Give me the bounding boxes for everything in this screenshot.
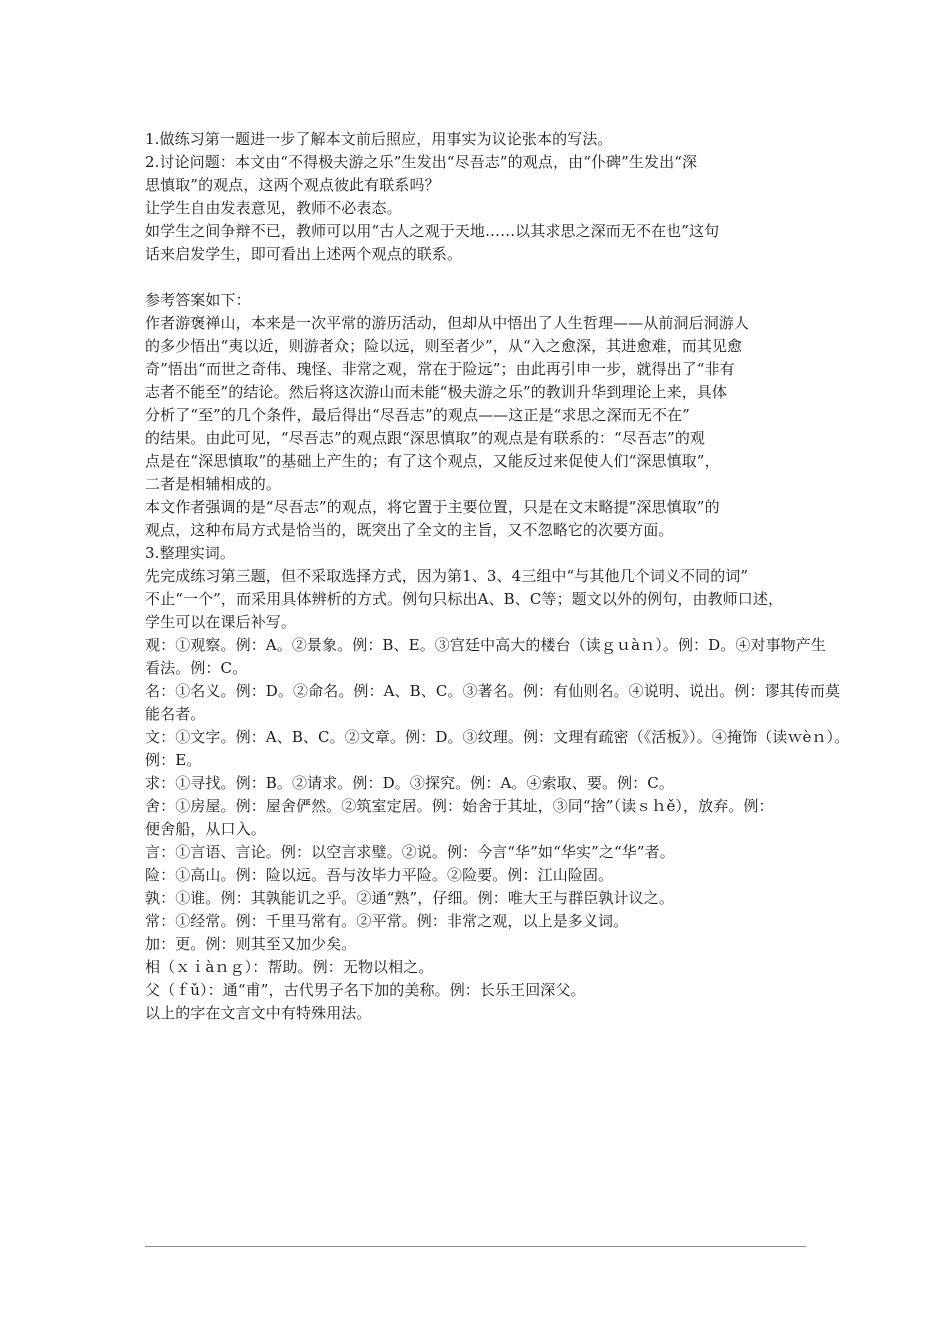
text-line: 孰：①谁。例：其孰能讥之乎。②通“熟”，仔细。例：唯大王与群臣孰计议之。 — [145, 889, 674, 907]
text-line: 学生可以在课后补写。 — [145, 613, 297, 631]
text-line: 能名者。 — [145, 705, 206, 723]
text-line: 父（ｆǔ）：通“甫”，古代男子名下加的美称。例：长乐王回深父。 — [145, 981, 586, 999]
text-line: 相（ｘｉàｎｇ）：帮助。例：无物以相之。 — [145, 958, 434, 976]
text-line: 言：①言语、言论。例：以空言求璧。②说。例：今言“华”如“华实”之“华”者。 — [145, 843, 675, 861]
text-line: 常：①经常。例：千里马常有。②平常。例：非常之观，以上是多义词。 — [145, 912, 629, 930]
text-line: 思慎取”的观点，这两个观点彼此有联系吗？ — [145, 176, 440, 194]
text-line: 以上的字在文言文中有特殊用法。 — [145, 1004, 372, 1022]
footer-divider — [145, 1246, 806, 1247]
text-line: 3.整理实词。 — [145, 544, 236, 562]
text-line: 文：①文字。例：A、B、C。②文章。例：D。③纹理。例：文理有疏密（《活板》）。④掩饰（读ｗèｎ）。 — [145, 728, 850, 746]
text-line: 点是在“深思慎取”的基础上产生的；有了这个观点，又能反过来促使人们“深思慎取”， — [145, 452, 720, 470]
document-body — [145, 128, 850, 1025]
text-line: 的多少悟出“夷以近，则游者众；险以远，则至者少”，从“入之愈深，其进愈难，而其见愈 — [145, 337, 743, 355]
text-line: 先完成练习第三题，但不采取选择方式，因为第1、3、4三组中“与其他几个词义不同的词” — [145, 567, 749, 585]
text-line: 2.讨论问题：本文由“不得极夫游之乐”生发出“尽吾志”的观点，由“仆碑”生发出“深 — [145, 153, 698, 171]
text-line: 分析了“至”的几个条件，最后得出“尽吾志”的观点——这正是“求思之深而无不在” — [145, 406, 690, 424]
text-line: 话来启发学生，即可看出上述两个观点的联系。 — [145, 245, 463, 263]
text-line: 如学生之间争辩不已，教师可以用“古人之观于天地……以其求思之深而无不在也”这句 — [145, 222, 720, 240]
text-line: 例：E。 — [145, 751, 202, 769]
text-line: 加：更。例：则其至又加少矣。 — [145, 935, 357, 953]
text-line: 便舍船，从口入。 — [145, 820, 266, 838]
text-line: 险：①高山。例：险以远。吾与汝毕力平险。②险要。例：江山险固。 — [145, 866, 614, 884]
text-line: 奇”悟出“而世之奇伟、瑰怪、非常之观，常在于险远”；由此再引申一步，就得出了“非有 — [145, 360, 735, 378]
text-line: 1.做练习第一题进一步了解本文前后照应，用事实为议论张本的写法。 — [145, 130, 613, 148]
text-line: 不止“一个”，而采用具体辨析的方式。例句只标出A、B、C等；题文以外的例句，由教师口述， — [145, 590, 784, 608]
text-line: 求：①寻找。例：B。②请求。例：D。③探究。例：A。④索取、要。例：C。 — [145, 774, 674, 792]
text-line: 观：①观察。例：A。②景象。例：B、E。③宫廷中高大的楼台（读ｇｕàｎ）。例：D。④对事物产生 — [145, 636, 826, 654]
text-line: 二者是相辅相成的。 — [145, 475, 281, 493]
text-line: 参考答案如下： — [145, 291, 251, 309]
text-line: 名：①名义。例：D。②命名。例：A、B、C。③著名。例：有仙则名。④说明、说出。例：谬其传而莫 — [145, 682, 841, 700]
text-line: 舍：①房屋。例：屋舍俨然。②筑室定居。例：始舍于其址，③同“捨”（读ｓｈě），放弃。例： — [145, 797, 774, 815]
text-line: 看法。例：C。 — [145, 659, 248, 677]
text-line: 志者不能至”的结论。然后将这次游山而未能“极夫游之乐”的教训升华到理论上来，具体 — [145, 383, 728, 401]
text-line: 作者游褒禅山，本来是一次平常的游历活动，但却从中悟出了人生哲理——从前洞后洞游人 — [145, 314, 750, 332]
text-line: 让学生自由发表意见，教师不必表态。 — [145, 199, 402, 217]
text-line: 本文作者强调的是“尽吾志”的观点，将它置于主要位置，只是在文末略提“深思慎取”的 — [145, 498, 720, 516]
text-line: 的结果。由此可见，“尽吾志”的观点跟“深思慎取”的观点是有联系的：“尽吾志”的观 — [145, 429, 706, 447]
blank-line — [145, 266, 825, 289]
text-line: 观点，这种布局方式是恰当的，既突出了全文的主旨，又不忽略它的次要方面。 — [145, 521, 674, 539]
